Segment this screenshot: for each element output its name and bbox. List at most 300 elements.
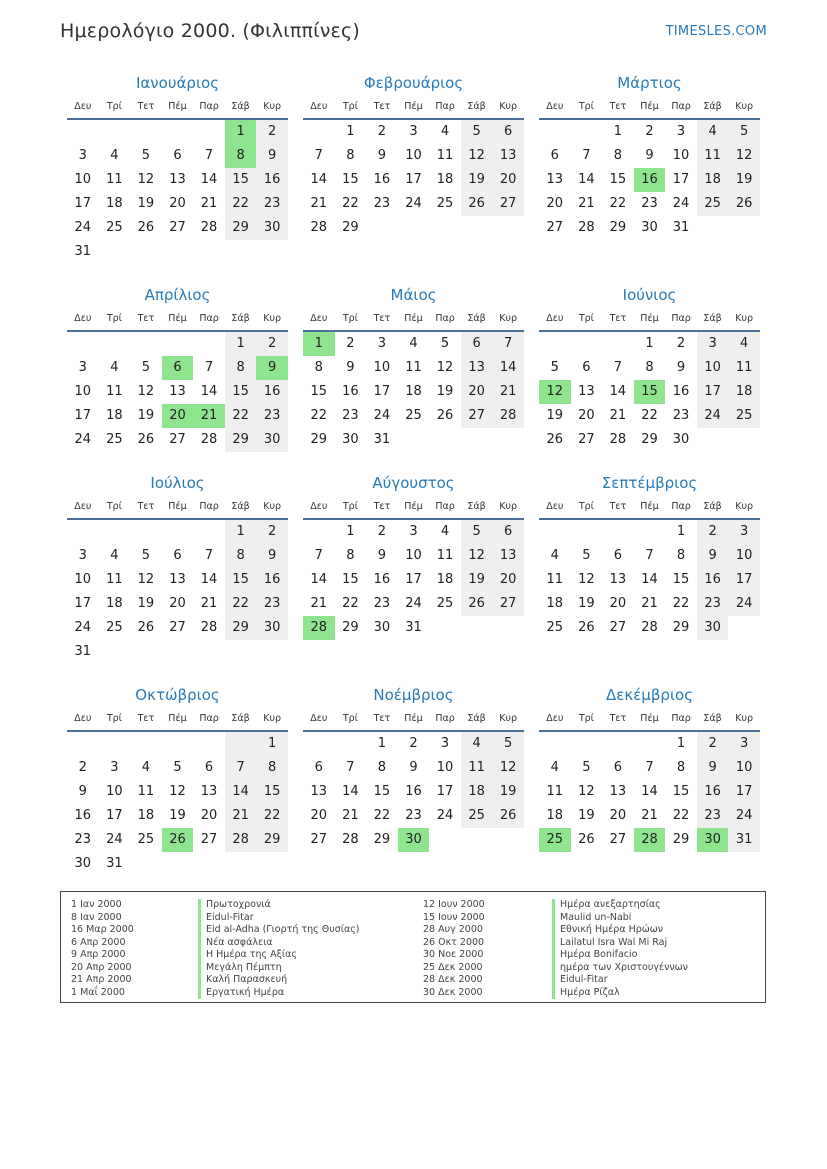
day-cell: 31 [74, 244, 92, 259]
day-cell: 16 [405, 784, 422, 799]
legend-holiday-name: Νέα ασφάλεια [198, 937, 418, 950]
weekday-label: Δευ [546, 313, 564, 324]
day-cell: 31 [106, 856, 123, 871]
weekday-header [303, 496, 524, 520]
day-cell: 16 [373, 172, 391, 187]
day-cell: 26 [546, 432, 564, 447]
empty-cell [602, 332, 634, 356]
day-cell: 14 [310, 572, 328, 587]
holiday-day: 28 [634, 828, 666, 852]
day-cell: 12 [461, 144, 493, 168]
day-cell: 13 [609, 572, 627, 587]
day-cell: 19 [461, 568, 493, 592]
day-cell: 17 [728, 780, 760, 804]
weekday-label: Τρί [578, 713, 594, 724]
day-cell: 29 [256, 828, 288, 852]
day-cell: 30 [342, 432, 359, 447]
day-cell: 11 [436, 148, 454, 163]
day-cell: 2 [78, 760, 87, 775]
day-cell: 15 [256, 780, 288, 804]
day-cell: 23 [74, 832, 92, 847]
legend-holiday-name: Μεγάλη Πέμπτη [198, 962, 418, 975]
day-cell: 30 [672, 432, 690, 447]
holiday-day: 6 [162, 356, 194, 380]
day-cell: 3 [728, 520, 760, 544]
day-cell: 2 [645, 124, 654, 139]
day-cell: 2 [346, 336, 355, 351]
day-cell: 21 [578, 196, 595, 211]
holiday-day: 28 [303, 616, 335, 640]
legend-names-right [552, 899, 762, 999]
empty-cell [99, 732, 131, 756]
empty-cell [67, 332, 99, 356]
day-cell: 15 [672, 784, 690, 799]
day-cell: 26 [461, 192, 493, 216]
day-cell: 16 [697, 568, 729, 592]
day-cell: 3 [377, 336, 387, 351]
day-cell: 7 [314, 548, 323, 563]
day-cell: 19 [578, 596, 595, 611]
day-cell: 13 [169, 172, 186, 187]
day-cell: 15 [609, 172, 627, 187]
day-cell: 21 [200, 196, 218, 211]
day-cell: 2 [256, 520, 288, 544]
legend-date: 30 Δεκ 2000 [423, 986, 483, 998]
day-cell: 27 [461, 404, 493, 428]
day-cell: 21 [310, 196, 328, 211]
empty-cell [492, 428, 524, 452]
day-cell: 18 [106, 196, 123, 211]
day-cell: 10 [106, 784, 123, 799]
day-cell: 3 [676, 124, 686, 139]
holiday-day: 30 [697, 828, 729, 852]
day-cell: 10 [697, 356, 729, 380]
day-cell: 21 [342, 808, 359, 823]
day-cell: 23 [641, 196, 658, 211]
day-cell: 31 [405, 620, 422, 635]
legend-holiday-name: Εργατική Ημέρα [198, 987, 418, 1000]
weekday-label: Σάβ [703, 501, 722, 512]
day-cell: 16 [256, 568, 288, 592]
day-cell: 19 [169, 808, 186, 823]
weekday-label: Τετ [137, 713, 155, 724]
weekday-label: Πέμ [404, 101, 423, 112]
days-grid [303, 332, 524, 452]
day-cell: 10 [728, 544, 760, 568]
day-cell: 24 [728, 804, 760, 828]
day-cell: 19 [461, 168, 493, 192]
legend-holiday-name: Εθνική Ημέρα Ηρώων [552, 924, 762, 937]
day-cell: 27 [609, 620, 627, 635]
day-cell: 2 [409, 736, 418, 751]
day-cell: 1 [256, 732, 288, 756]
day-cell: 6 [461, 332, 493, 356]
day-cell: 1 [346, 124, 355, 139]
day-cell: 4 [697, 120, 729, 144]
empty-cell [539, 120, 571, 144]
day-cell: 1 [676, 736, 686, 751]
day-cell: 2 [256, 120, 288, 144]
month-block [303, 682, 524, 870]
day-cell: 25 [697, 192, 729, 216]
day-cell: 4 [550, 548, 559, 563]
day-cell: 17 [74, 196, 92, 211]
legend-date: 28 Αυγ 2000 [423, 924, 483, 935]
day-cell: 2 [676, 336, 686, 351]
month-name: Αύγουστος [372, 474, 455, 492]
day-cell: 17 [672, 172, 690, 187]
day-cell: 14 [200, 172, 218, 187]
weekday-header [539, 308, 760, 332]
day-cell: 24 [672, 196, 690, 211]
day-cell: 27 [200, 832, 218, 847]
day-cell: 23 [405, 808, 422, 823]
day-cell: 4 [409, 336, 418, 351]
day-cell: 19 [578, 808, 595, 823]
day-cell: 19 [436, 384, 454, 399]
day-cell: 9 [676, 360, 686, 375]
day-cell: 25 [106, 220, 123, 235]
day-cell: 6 [582, 360, 591, 375]
weekday-label: Δευ [310, 313, 328, 324]
day-cell: 17 [436, 784, 454, 799]
empty-cell [193, 520, 225, 544]
day-cell: 27 [310, 832, 328, 847]
days-grid [539, 332, 760, 452]
day-cell: 20 [492, 168, 524, 192]
day-cell: 5 [461, 520, 493, 544]
day-cell: 20 [609, 596, 627, 611]
empty-cell [130, 732, 162, 756]
day-cell: 27 [578, 432, 595, 447]
day-cell: 13 [492, 144, 524, 168]
weekday-label: Παρ [671, 313, 691, 324]
day-cell: 29 [641, 432, 658, 447]
legend-date: 12 Ιουν 2000 [423, 899, 485, 910]
empty-cell [130, 852, 162, 876]
weekday-label: Παρ [671, 501, 691, 512]
empty-cell [571, 732, 603, 756]
day-cell: 30 [256, 216, 288, 240]
weekday-label: Σάβ [231, 101, 250, 112]
day-cell: 3 [78, 148, 87, 163]
day-cell: 7 [492, 332, 524, 356]
day-cell: 7 [582, 148, 591, 163]
weekday-label: Κυρ [263, 101, 282, 112]
day-cell: 27 [492, 192, 524, 216]
weekday-label: Τετ [609, 313, 627, 324]
day-cell: 2 [256, 332, 288, 356]
day-cell: 10 [672, 148, 690, 163]
page-title: Ημερολόγιο 2000. (Φιλιππίνες) [60, 20, 360, 42]
brand-link[interactable]: TIMESLES.COM [665, 24, 767, 39]
month-name: Ιούλιος [150, 474, 205, 492]
day-cell: 23 [672, 408, 690, 423]
day-cell: 22 [672, 808, 690, 823]
weekday-label: Τετ [137, 313, 155, 324]
empty-cell [461, 216, 493, 240]
month-name: Νοέμβριος [373, 686, 454, 704]
day-cell: 5 [440, 336, 450, 351]
empty-cell [130, 520, 162, 544]
day-cell: 5 [141, 360, 151, 375]
legend-date: 16 Μαρ 2000 [71, 924, 134, 935]
empty-cell [193, 332, 225, 356]
day-cell: 1 [225, 520, 257, 544]
days-grid [303, 520, 524, 640]
day-cell: 11 [697, 144, 729, 168]
day-cell: 19 [546, 408, 564, 423]
day-cell: 8 [346, 148, 355, 163]
empty-cell [366, 216, 398, 240]
empty-cell [225, 640, 257, 664]
day-cell: 25 [137, 832, 155, 847]
weekday-label: Πέμ [640, 501, 659, 512]
weekday-label: Πέμ [168, 313, 187, 324]
holiday-day: 1 [303, 332, 335, 356]
day-cell: 10 [373, 360, 391, 375]
day-cell: 11 [106, 172, 123, 187]
empty-cell [256, 240, 288, 264]
legend-names-left [198, 899, 418, 999]
day-cell: 18 [106, 408, 123, 423]
day-cell: 6 [613, 760, 623, 775]
weekday-label: Δευ [310, 501, 328, 512]
day-cell: 7 [225, 756, 257, 780]
day-cell: 2 [697, 520, 729, 544]
day-cell: 22 [225, 592, 257, 616]
weekday-label: Τετ [609, 713, 627, 724]
day-cell: 11 [546, 784, 564, 799]
weekday-label: Πέμ [404, 713, 423, 724]
empty-cell [429, 616, 461, 640]
weekday-header [539, 96, 760, 120]
day-cell: 8 [225, 356, 257, 380]
day-cell: 11 [546, 572, 564, 587]
day-cell: 7 [204, 548, 214, 563]
day-cell: 21 [641, 808, 658, 823]
day-cell: 17 [405, 172, 422, 187]
weekday-label: Τετ [137, 501, 155, 512]
weekday-label: Δευ [74, 101, 92, 112]
weekday-label: Παρ [435, 313, 455, 324]
days-grid [303, 732, 524, 852]
day-cell: 24 [106, 832, 123, 847]
day-cell: 12 [461, 544, 493, 568]
empty-cell [539, 520, 571, 544]
day-cell: 6 [314, 760, 323, 775]
weekday-label: Παρ [199, 101, 219, 112]
weekday-label: Κυρ [499, 313, 518, 324]
day-cell: 26 [728, 192, 760, 216]
legend-dates-left [71, 899, 196, 999]
empty-cell [697, 428, 729, 452]
weekday-label: Δευ [74, 713, 92, 724]
day-cell: 22 [342, 596, 359, 611]
day-cell: 3 [409, 124, 418, 139]
empty-cell [634, 520, 666, 544]
holiday-day: 26 [162, 828, 194, 852]
day-cell: 26 [578, 620, 595, 635]
empty-cell [335, 732, 367, 756]
month-block [539, 282, 760, 470]
empty-cell [256, 852, 288, 876]
empty-cell [130, 332, 162, 356]
legend-date: 8 Ιαν 2000 [71, 911, 122, 923]
empty-cell [571, 332, 603, 356]
legend-holiday-name: Eidul-Fitar [198, 912, 418, 925]
empty-cell [67, 120, 99, 144]
holiday-day: 21 [193, 404, 225, 428]
empty-cell [99, 120, 131, 144]
day-cell: 22 [256, 804, 288, 828]
day-cell: 4 [728, 332, 760, 356]
weekday-label: Κυρ [263, 313, 282, 324]
day-cell: 28 [641, 620, 658, 635]
days-grid [67, 732, 288, 876]
empty-cell [461, 428, 493, 452]
day-cell: 30 [373, 620, 391, 635]
empty-cell [256, 640, 288, 664]
day-cell: 28 [310, 220, 328, 235]
month-block [67, 470, 288, 682]
day-cell: 24 [74, 432, 92, 447]
day-cell: 24 [436, 808, 454, 823]
empty-cell [697, 216, 729, 240]
day-cell: 9 [346, 360, 355, 375]
weekday-label: Πέμ [168, 501, 187, 512]
day-cell: 21 [225, 804, 257, 828]
day-cell: 26 [461, 592, 493, 616]
weekday-label: Δευ [310, 101, 328, 112]
holiday-day: 16 [634, 168, 666, 192]
day-cell: 22 [225, 404, 257, 428]
day-cell: 21 [310, 596, 328, 611]
day-cell: 18 [405, 384, 422, 399]
day-cell: 27 [169, 620, 186, 635]
day-cell: 24 [405, 596, 422, 611]
day-cell: 10 [74, 572, 92, 587]
weekday-label: Παρ [435, 713, 455, 724]
weekday-label: Δευ [546, 101, 564, 112]
weekday-label: Πέμ [640, 101, 659, 112]
weekday-label: Δευ [74, 313, 92, 324]
weekday-label: Τρί [342, 501, 358, 512]
legend-holiday-name: Πρωτοχρονιά [198, 899, 418, 912]
day-cell: 15 [225, 168, 257, 192]
day-cell: 10 [405, 148, 422, 163]
day-cell: 20 [169, 596, 186, 611]
day-cell: 16 [697, 780, 729, 804]
day-cell: 6 [613, 548, 623, 563]
empty-cell [303, 732, 335, 756]
empty-cell [728, 216, 760, 240]
day-cell: 9 [409, 760, 418, 775]
legend-holiday-name: Ημέρα ανεξαρτησίας [552, 899, 762, 912]
day-cell: 18 [106, 596, 123, 611]
day-cell: 25 [405, 408, 422, 423]
empty-cell [602, 732, 634, 756]
day-cell: 9 [377, 148, 387, 163]
legend-date: 9 Απρ 2000 [71, 949, 126, 960]
day-cell: 17 [74, 408, 92, 423]
day-cell: 13 [492, 544, 524, 568]
month-name: Ιανουάριος [135, 74, 219, 92]
empty-cell [539, 332, 571, 356]
empty-cell [728, 428, 760, 452]
legend-dates-right [423, 899, 548, 999]
holiday-day: 8 [225, 144, 257, 168]
legend-holiday-name: Καλή Παρασκευή [198, 974, 418, 987]
month-block [539, 70, 760, 258]
empty-cell [193, 732, 225, 756]
day-cell: 15 [310, 384, 328, 399]
day-cell: 31 [672, 220, 690, 235]
weekday-header [303, 708, 524, 732]
day-cell: 1 [613, 124, 623, 139]
day-cell: 10 [74, 384, 92, 399]
day-cell: 22 [672, 596, 690, 611]
day-cell: 13 [609, 784, 627, 799]
day-cell: 2 [377, 524, 387, 539]
day-cell: 10 [74, 172, 92, 187]
weekday-label: Δευ [546, 713, 564, 724]
day-cell: 15 [342, 572, 359, 587]
day-cell: 25 [728, 404, 760, 428]
day-cell: 3 [409, 524, 418, 539]
empty-cell [130, 640, 162, 664]
day-cell: 1 [346, 524, 355, 539]
weekday-header [67, 96, 288, 120]
empty-cell [162, 852, 194, 876]
day-cell: 21 [609, 408, 627, 423]
day-cell: 9 [256, 544, 288, 568]
month-name: Απρίλιος [144, 286, 211, 304]
day-cell: 4 [440, 124, 450, 139]
month-block [303, 282, 524, 470]
day-cell: 29 [342, 620, 359, 635]
day-cell: 25 [461, 804, 493, 828]
empty-cell [225, 240, 257, 264]
day-cell: 14 [310, 172, 328, 187]
day-cell: 1 [225, 332, 257, 356]
day-cell: 13 [169, 572, 186, 587]
day-cell: 16 [256, 168, 288, 192]
weekday-header [67, 496, 288, 520]
weekday-label: Τετ [373, 313, 391, 324]
weekday-label: Κυρ [263, 713, 282, 724]
empty-cell [571, 520, 603, 544]
weekday-label: Πέμ [168, 101, 187, 112]
weekday-label: Σάβ [467, 501, 486, 512]
holiday-day: 1 [225, 120, 257, 144]
empty-cell [162, 520, 194, 544]
weekday-label: Σάβ [703, 101, 722, 112]
day-cell: 16 [74, 808, 92, 823]
weekday-label: Τετ [609, 501, 627, 512]
empty-cell [99, 240, 131, 264]
day-cell: 29 [225, 216, 257, 240]
weekday-label: Παρ [199, 313, 219, 324]
day-cell: 23 [697, 592, 729, 616]
weekday-label: Σάβ [231, 501, 250, 512]
day-cell: 12 [137, 384, 155, 399]
weekday-label: Δευ [546, 501, 564, 512]
day-cell: 23 [697, 804, 729, 828]
legend-holiday-name: ημέρα των Χριστουγέννων [552, 962, 762, 975]
day-cell: 25 [106, 432, 123, 447]
holiday-day: 25 [539, 828, 571, 852]
